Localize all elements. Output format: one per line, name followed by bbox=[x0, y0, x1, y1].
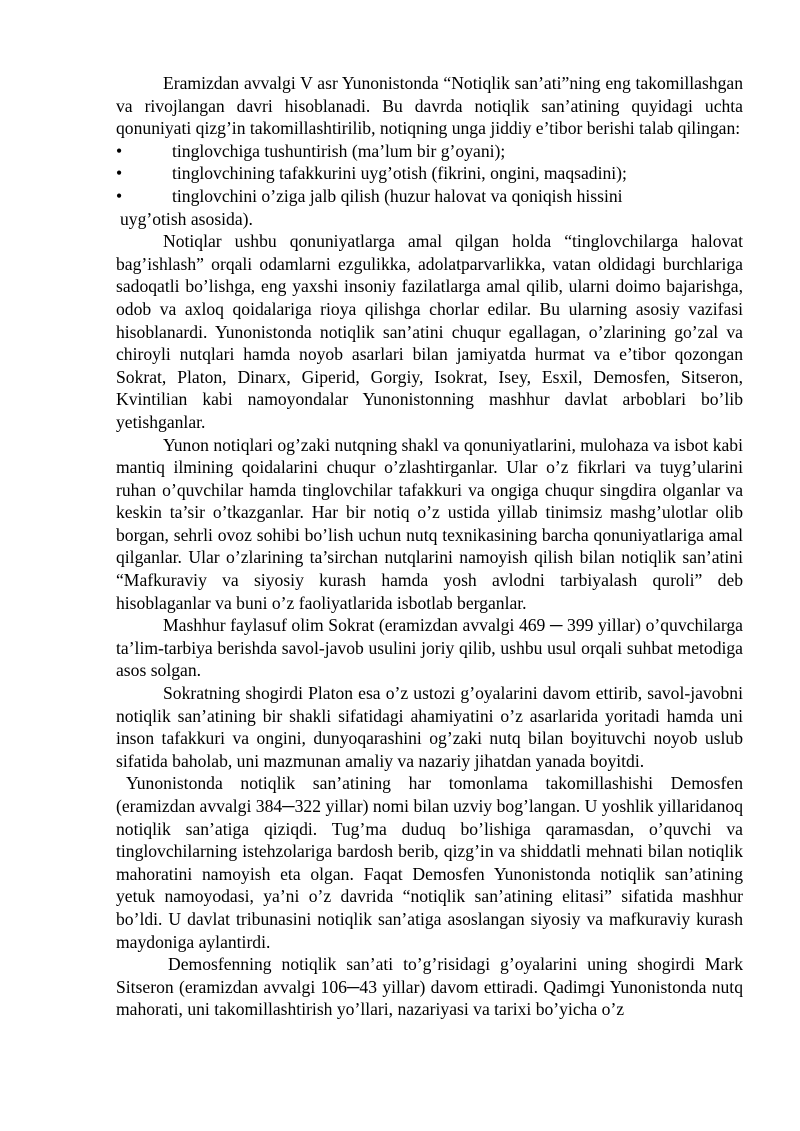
bullet-mark: • bbox=[116, 185, 123, 206]
list-item bbox=[116, 162, 743, 185]
list-item bbox=[116, 185, 743, 208]
list-item-text: tinglovchining tafakkurini uyg’otish (fikrini, ongini, maqsadini); bbox=[172, 163, 627, 184]
list-item bbox=[116, 140, 743, 163]
paragraph-intro: Eramizdan avvalgi V asr Yunonistonda “Notiqlik san’ati”ning eng takomillashgan va rivojlangan davri hisoblanadi. Bu davrda notiqlik san’atining quyidagi uchta qonuniyati qizg’in takomillashtirilib, notiqning unga jiddiy e’tibor berishi talab qilingan: bbox=[116, 73, 743, 139]
list-item-continuation: uyg’otish asosida). bbox=[120, 208, 253, 229]
paragraph-plato: Sokratning shogirdi Platon esa o’z ustozi g’oyalarini davom ettirib, savol-javobni notiqlik san’atining bir shakli sifatidagi ahamiyatini o’z asarlarida yoritadi hamda uni inson tafakkuri va ongini, dunyoqarashini og’zaki nutq bilan boyituvchi noyob uslub sifatida baholab, uni mazmunan amaliy va nazariy jihatdan yanada boyitdi. bbox=[116, 683, 743, 771]
bullet-mark: • bbox=[116, 163, 123, 184]
paragraph-demosthenes: Yunonistonda notiqlik san’atining har tomonlama takomillashishi Demosfen (eramizdan avvalgi 384─322 yillar) nomi bilan uzviy bog’langan. U yoshlik yillaridanoq notiqlik san’atiga qiziqdi. Tug’ma duduq bo’lishiga qaramasdan, o’quvchi va tinglovchilarning istehzolariga bardosh berib, qizg’in va shiddatli mehnati bilan notiqlik mahoratini namoyish eta olgan. Faqat Demosfen Yunonistonda notiqlik san’atining yetuk namoyodasi, ya’ni o’z davrida “notiqlik san’atining elitasi” sifatida mashhur bo’ldi. U davlat tribunasini notiqlik san’atiga asoslangan siyosiy va mafkuraviy kurash maydoniga aylantirdi. bbox=[116, 773, 743, 952]
list-item-text: tinglovchini o’ziga jalb qilish (huzur halovat va qoniqish hissini bbox=[172, 185, 623, 206]
list-item-text: tinglovchiga tushuntirish (ma’lum bir g’oyani); bbox=[172, 140, 506, 161]
bullet-mark: • bbox=[116, 140, 123, 161]
paragraph-socrates: Mashhur faylasuf olim Sokrat (eramizdan avvalgi 469 ─ 399 yillar) o’quvchilarga ta’lim-tarbiya berishda savol-javob usulini joriy qilib, ushbu usul orqali suhbat metodiga asos solgan. bbox=[116, 615, 743, 681]
paragraph-cicero: Demosfenning notiqlik san’ati to’g’risidagi g’oyalarini uning shogirdi Mark Sitseron (eramizdan avvalgi 106─43 yillar) davom ettiradi. Qadimgi Yunonistonda nutq mahorati, uni takomillashtirish yo’llari, nazariyasi va tarixi bo’yicha o’z bbox=[116, 954, 743, 1020]
paragraph-greek-orators: Yunon notiqlari og’zaki nutqning shakl va qonuniyatlarini, mulohaza va isbot kabi mantiq ilmining qoidalarini chuqur o’zlashtirganlar. Ular o’z fikrlari va tuyg’ularini ruhan o’quvchilar hamda tinglovchilar tafakkuri va ongiga chuqur singdira olganlar va keskin ta’sir o’tkazganlar. Har bir notiq o’z ustida yillab tinimsiz mashg’ulotlar olib borgan, sehrli ovoz sohibi bo’lish uchun nutq texnikasining barcha qonuniyatlariga amal qilganlar. Ular o’zlarining ta’sirchan nutqlarini namoyish qilish bilan notiqlik san’atini “Mafkuraviy va siyosiy kurash hamda yosh avlodni tarbiyalash quroli” deb hisoblaganlar va buni o’z faoliyatlarida isbotlab berganlar. bbox=[116, 434, 743, 613]
paragraph-orators: Notiqlar ushbu qonuniyatlarga amal qilgan holda “tinglovchilarga halovat bag’ishlash” orqali odamlarni ezgulikka, adolatparvarlikka, vatan oldidagi burchlariga sadoqatli bo’lishga, eng yaxshi insoniy fazilatlarga amal qilib, ularni doimo bajarishga, odob va axloq qoidalariga rioya qilishga chorlar edilar. Bu ularning asosiy vazifasi hisoblanardi. Yunonistonda notiqlik san’atini chuqur egallagan, o’zlarining go’zal va chiroyli nutqlari hamda noyob asarlari bilan jamiyatda hurmat va e’tibor qozongan Sokrat, Platon, Dinarx, Giperid, Gorgiy, Isokrat, Isey, Esxil, Demosfen, Sitseron, Kvintilian kabi namoyondalar Yunonistonning mashhur davlat arboblari bo’lib yetishganlar. bbox=[116, 231, 743, 432]
